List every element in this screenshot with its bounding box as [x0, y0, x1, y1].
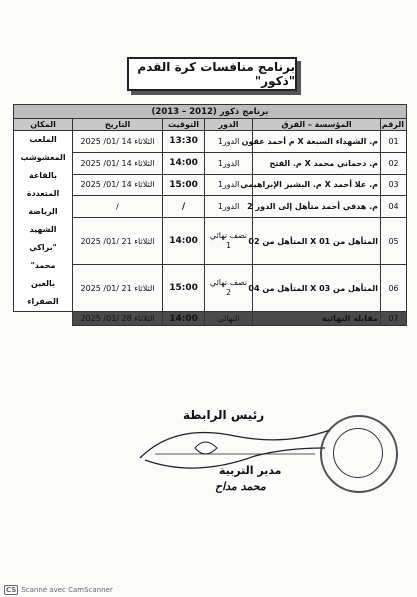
header-num: الرقم — [381, 119, 407, 131]
cell-round: النهائي — [205, 312, 253, 326]
venue-line: الملعب — [29, 135, 57, 144]
cell-teams: م. دحماني محمد X م. الفتح — [253, 152, 381, 174]
schedule-table — [13, 104, 407, 326]
handwritten-signature — [135, 418, 335, 488]
official-stamp-inner — [333, 428, 383, 478]
table-row — [14, 218, 407, 265]
table-row — [14, 152, 407, 174]
venue-line: بالقاعة المتعددة — [26, 171, 60, 198]
cell-round: الدور1 — [205, 131, 253, 153]
cell-time: 14:00 — [163, 152, 205, 174]
venue-line: بالعين الصفراء — [27, 279, 59, 306]
cell-num: 04 — [381, 196, 407, 218]
cell-date: الثلاثاء 14 /01/ 2025 — [73, 174, 163, 196]
cell-date: الثلاثاء 21 /01/ 2025 — [73, 218, 163, 265]
table-header-row — [14, 119, 407, 131]
table-row — [14, 196, 407, 218]
table-row — [14, 174, 407, 196]
cell-time: 15:00 — [163, 265, 205, 312]
cell-time: 13:30 — [163, 131, 205, 153]
director-title: مدير التربية — [219, 464, 282, 477]
cell-date: الثلاثاء 14 /01/ 2025 — [73, 152, 163, 174]
venue-line: "براكي محمد" — [29, 243, 57, 270]
cell-num: 07 — [381, 312, 407, 326]
league-president-title: رئيس الرابطة — [183, 408, 265, 422]
director-name: محمد مداح — [215, 480, 266, 493]
header-round: الدور — [205, 119, 253, 131]
header-date: التاريخ — [73, 119, 163, 131]
cell-date: الثلاثاء 21 /01/ 2025 — [73, 265, 163, 312]
scanner-text: Scanné avec CamScanner — [21, 586, 113, 594]
cell-round: نصف نهائي 1 — [205, 218, 253, 265]
table-caption-row — [14, 105, 407, 119]
cell-date: / — [73, 196, 163, 218]
cell-date: الثلاثاء 14 /01/ 2025 — [73, 131, 163, 153]
cell-time: 15:00 — [163, 174, 205, 196]
cell-time: / — [163, 196, 205, 218]
cell-round: الدور1 — [205, 174, 253, 196]
cell-date: الثلاثاء 28 /01/ 2025 — [73, 312, 163, 326]
cell-time: 14:00 — [163, 218, 205, 265]
cell-num: 02 — [381, 152, 407, 174]
cell-time: 14:00 — [163, 312, 205, 326]
cell-teams: م. هدفي أحمد متأهل إلى الدور 2 — [253, 196, 381, 218]
table-row-final — [14, 312, 407, 326]
cell-round: نصف نهائي 2 — [205, 265, 253, 312]
cell-teams: م. الشهداء السبعة X م أحمد عفون — [253, 131, 381, 153]
header-time: التوقيت — [163, 119, 205, 131]
table-row — [14, 265, 407, 312]
cell-num: 01 — [381, 131, 407, 153]
cell-round: الدور1 — [205, 196, 253, 218]
table-caption: برنامج ذكور (2012 – 2013) — [14, 105, 407, 119]
header-teams: المؤسسة – الفرق — [253, 119, 381, 131]
venue-cell — [14, 131, 73, 312]
cell-num: 05 — [381, 218, 407, 265]
table-row — [14, 131, 407, 153]
cell-teams: المتأهل من 01 X المتأهل من 02 — [253, 218, 381, 265]
scanner-footer — [4, 585, 113, 595]
cell-teams: المتأهل من 03 X المتأهل من 04 — [253, 265, 381, 312]
cell-teams: م. علا أحمد X م. البشير الإبراهيمي — [253, 174, 381, 196]
camscanner-icon: CS — [6, 586, 17, 594]
cell-teams: مقابلة النهائية — [253, 312, 381, 326]
venue-line: الرياضة الشهيد — [28, 207, 58, 234]
header-venue: المكان — [14, 119, 73, 131]
venue-line: المعشوشب — [20, 153, 66, 162]
page-title: برنامج منافسات كرة القدم "ذكور" — [127, 57, 297, 91]
cell-num: 06 — [381, 265, 407, 312]
cell-round: الدور1 — [205, 152, 253, 174]
cell-num: 03 — [381, 174, 407, 196]
